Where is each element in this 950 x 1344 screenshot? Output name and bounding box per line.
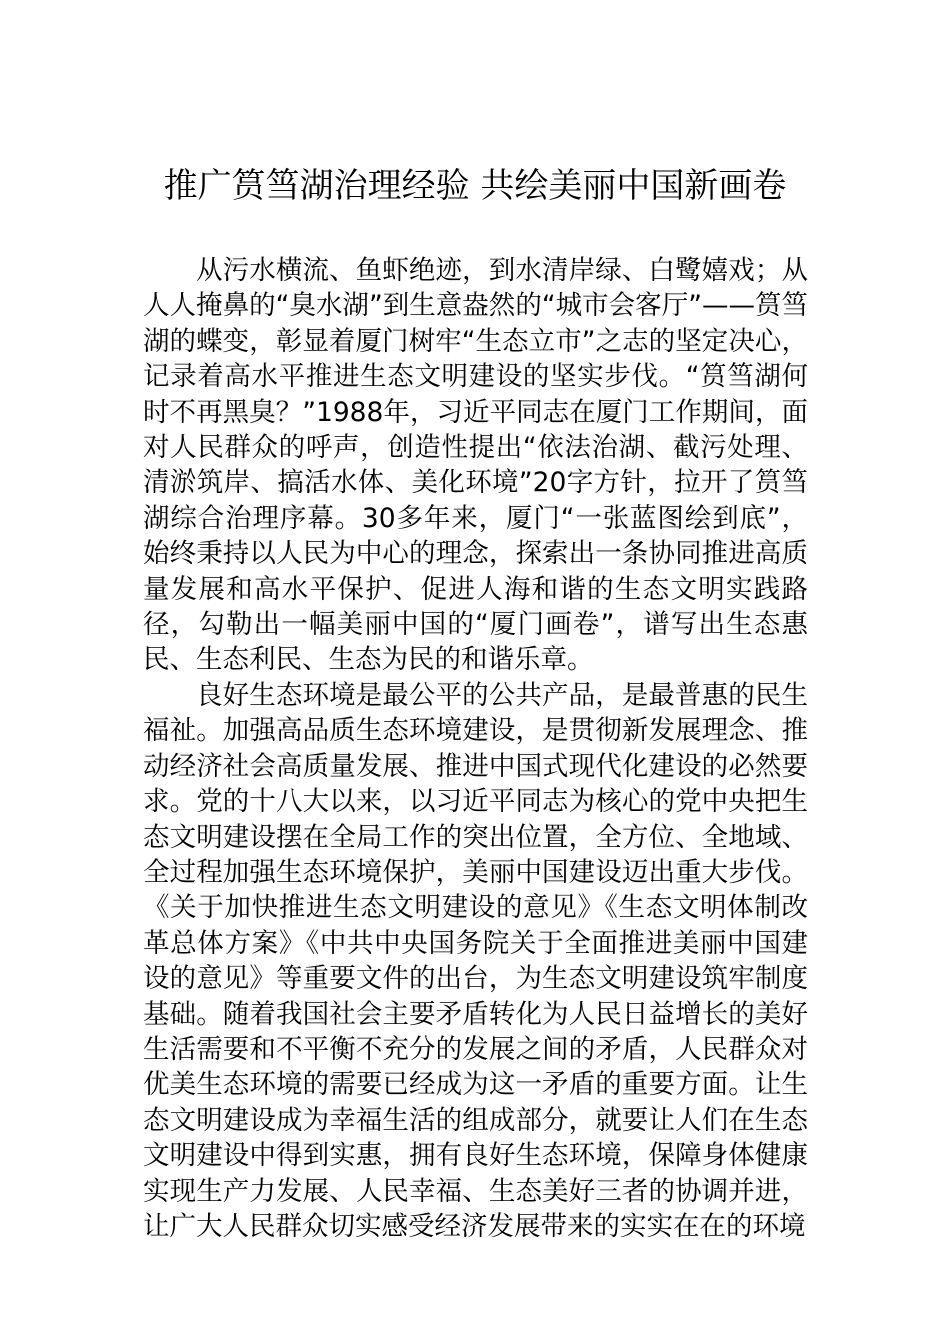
paragraph-2: 良好生态环境是最公平的公共产品，是最普惠的民生福祉。加强高品质生态环境建设，是贯彻新发展理念、推动经济社会高质量发展、推进中国式现代化建设的必然要求。党的十八大以来，以习近平同志为核心的党中央把生态文明建设摆在全局工作的突出位置，全方位、全地域、全过程加强生态环境保护，美丽中国建设迈出重大步伐。《关于加快推进生态文明建设的意见》《生态文明体制改革总体方案》《中共中央国务院关于全面推进美丽中国建设的意见》等重要文件的出台，为生态文明建设筑牢制度基础。随着我国社会主要矛盾转化为人民日益增长的美好生活需要和不平衡不充分的发展之间的矛盾，人民群众对优美生态环境的需要已经成为这一矛盾的重要方面。让生态文明建设成为幸福生活的组成部分，就要让人们在生态文明建设中得到实惠，拥有良好生态环境，保障身体健康实现生产力发展、人民幸福、生态美好三者的协调并进，让广大人民群众切实感受经济发展带来的实实在在的环境 [143,679,808,1242]
document-body [143,253,808,1244]
document-title: 推广筼筜湖治理经验 共绘美丽中国新画卷 [163,166,787,206]
paragraph-1: 从污水横流、鱼虾绝迹，到水清岸绿、白鹭嬉戏；从人人掩鼻的“臭水湖”到生意盎然的“城市会客厅”——筼筜湖的蝶变，彰显着厦门树牢“生态立市”之志的坚定决心，记录着高水平推进生态文明建设的坚实步伐。“筼筜湖何时不再黑臭？”1988年，习近平同志在厦门工作期间，面对人民群众的呼声，创造性提出“依法治湖、截污处理、清淤筑岸、搞活水体、美化环境”20字方针，拉开了筼筜湖综合治理序幕。30多年来，厦门“一张蓝图绘到底”，始终秉持以人民为中心的理念，探索出一条协同推进高质量发展和高水平保护、促进人海和谐的生态文明实践路径，勾勒出一幅美丽中国的“厦门画卷”，谱写出生态惠民、生态利民、生态为民的和谐乐章。 [143,255,808,676]
